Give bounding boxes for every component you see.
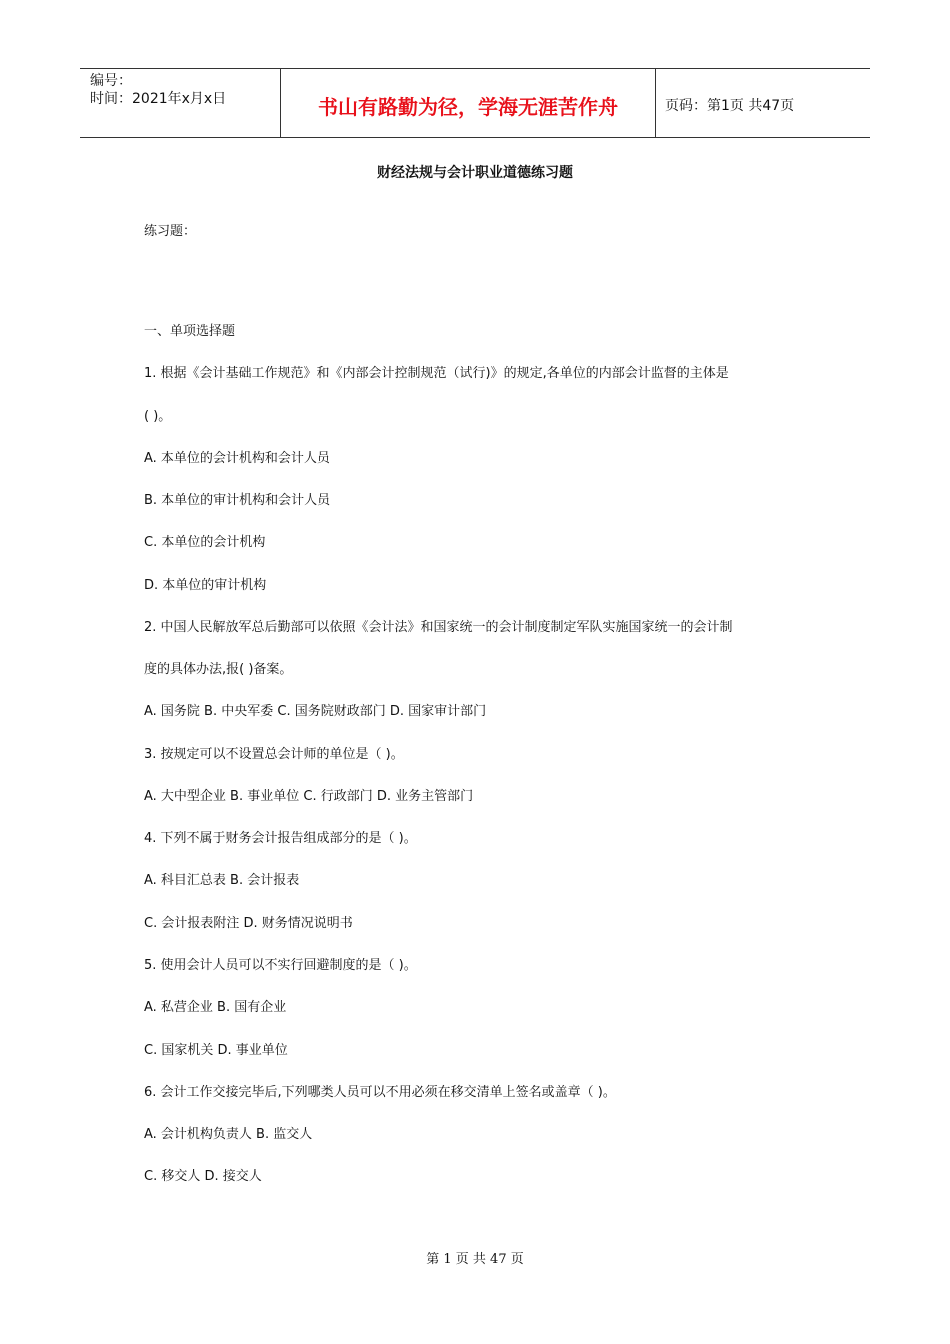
document-title: 财经法规与会计职业道德练习题 <box>377 165 573 181</box>
question-1-option-b: B. 本单位的审计机构和会计人员 <box>144 493 331 508</box>
question-1-option-c: C. 本单位的会计机构 <box>144 535 266 550</box>
question-2-text-cont: 度的具体办法,报( )备案。 <box>144 662 293 677</box>
exercise-heading: 练习题： <box>144 224 197 239</box>
question-6-text: 6. 会计工作交接完毕后,下列哪类人员可以不用必须在移交清单上签名或盖章（ )。 <box>144 1085 616 1100</box>
page-header <box>80 68 870 138</box>
question-6-options-ab: A. 会计机构负责人 B. 监交人 <box>144 1127 313 1142</box>
question-4-options-cd: C. 会计报表附注 D. 财务情况说明书 <box>144 916 353 931</box>
question-5-options-ab: A. 私营企业 B. 国有企业 <box>144 1000 287 1015</box>
question-2-options: A. 国务院 B. 中央军委 C. 国务院财政部门 D. 国家审计部门 <box>144 704 487 719</box>
section-heading: 一、单项选择题 <box>144 324 236 339</box>
document-number-label: 编号： <box>90 73 132 89</box>
document-date-label: 时间：2021年x月x日 <box>90 91 227 107</box>
page-footer: 第 1 页 共 47 页 <box>426 1252 524 1267</box>
question-5-text: 5. 使用会计人员可以不实行回避制度的是（ )。 <box>144 958 417 973</box>
question-1-option-d: D. 本单位的审计机构 <box>144 578 267 593</box>
question-6-options-cd: C. 移交人 D. 接交人 <box>144 1169 262 1184</box>
question-3-text: 3. 按规定可以不设置总会计师的单位是（ )。 <box>144 747 404 762</box>
question-4-text: 4. 下列不属于财务会计报告组成部分的是（ )。 <box>144 831 417 846</box>
question-1-text-cont: ( )。 <box>144 409 172 424</box>
header-left-cell <box>80 69 280 137</box>
header-motto: 书山有路勤为径，学海无涯苦作舟 <box>318 95 618 119</box>
question-1-option-a: A. 本单位的会计机构和会计人员 <box>144 451 330 466</box>
question-3-options: A. 大中型企业 B. 事业单位 C. 行政部门 D. 业务主管部门 <box>144 789 474 804</box>
question-4-options-ab: A. 科目汇总表 B. 会计报表 <box>144 873 300 888</box>
header-page-cell <box>655 69 870 137</box>
header-motto-cell <box>280 69 656 137</box>
question-5-options-cd: C. 国家机关 D. 事业单位 <box>144 1043 288 1058</box>
header-page-info: 页码：第1页 共47页 <box>665 98 795 114</box>
question-1-text: 1. 根据《会计基础工作规范》和《内部会计控制规范（试行)》的规定,各单位的内部会计监督的主体是 <box>144 366 729 381</box>
question-2-text: 2. 中国人民解放军总后勤部可以依照《会计法》和国家统一的会计制度制定军队实施国家统一的会计制 <box>144 620 733 635</box>
